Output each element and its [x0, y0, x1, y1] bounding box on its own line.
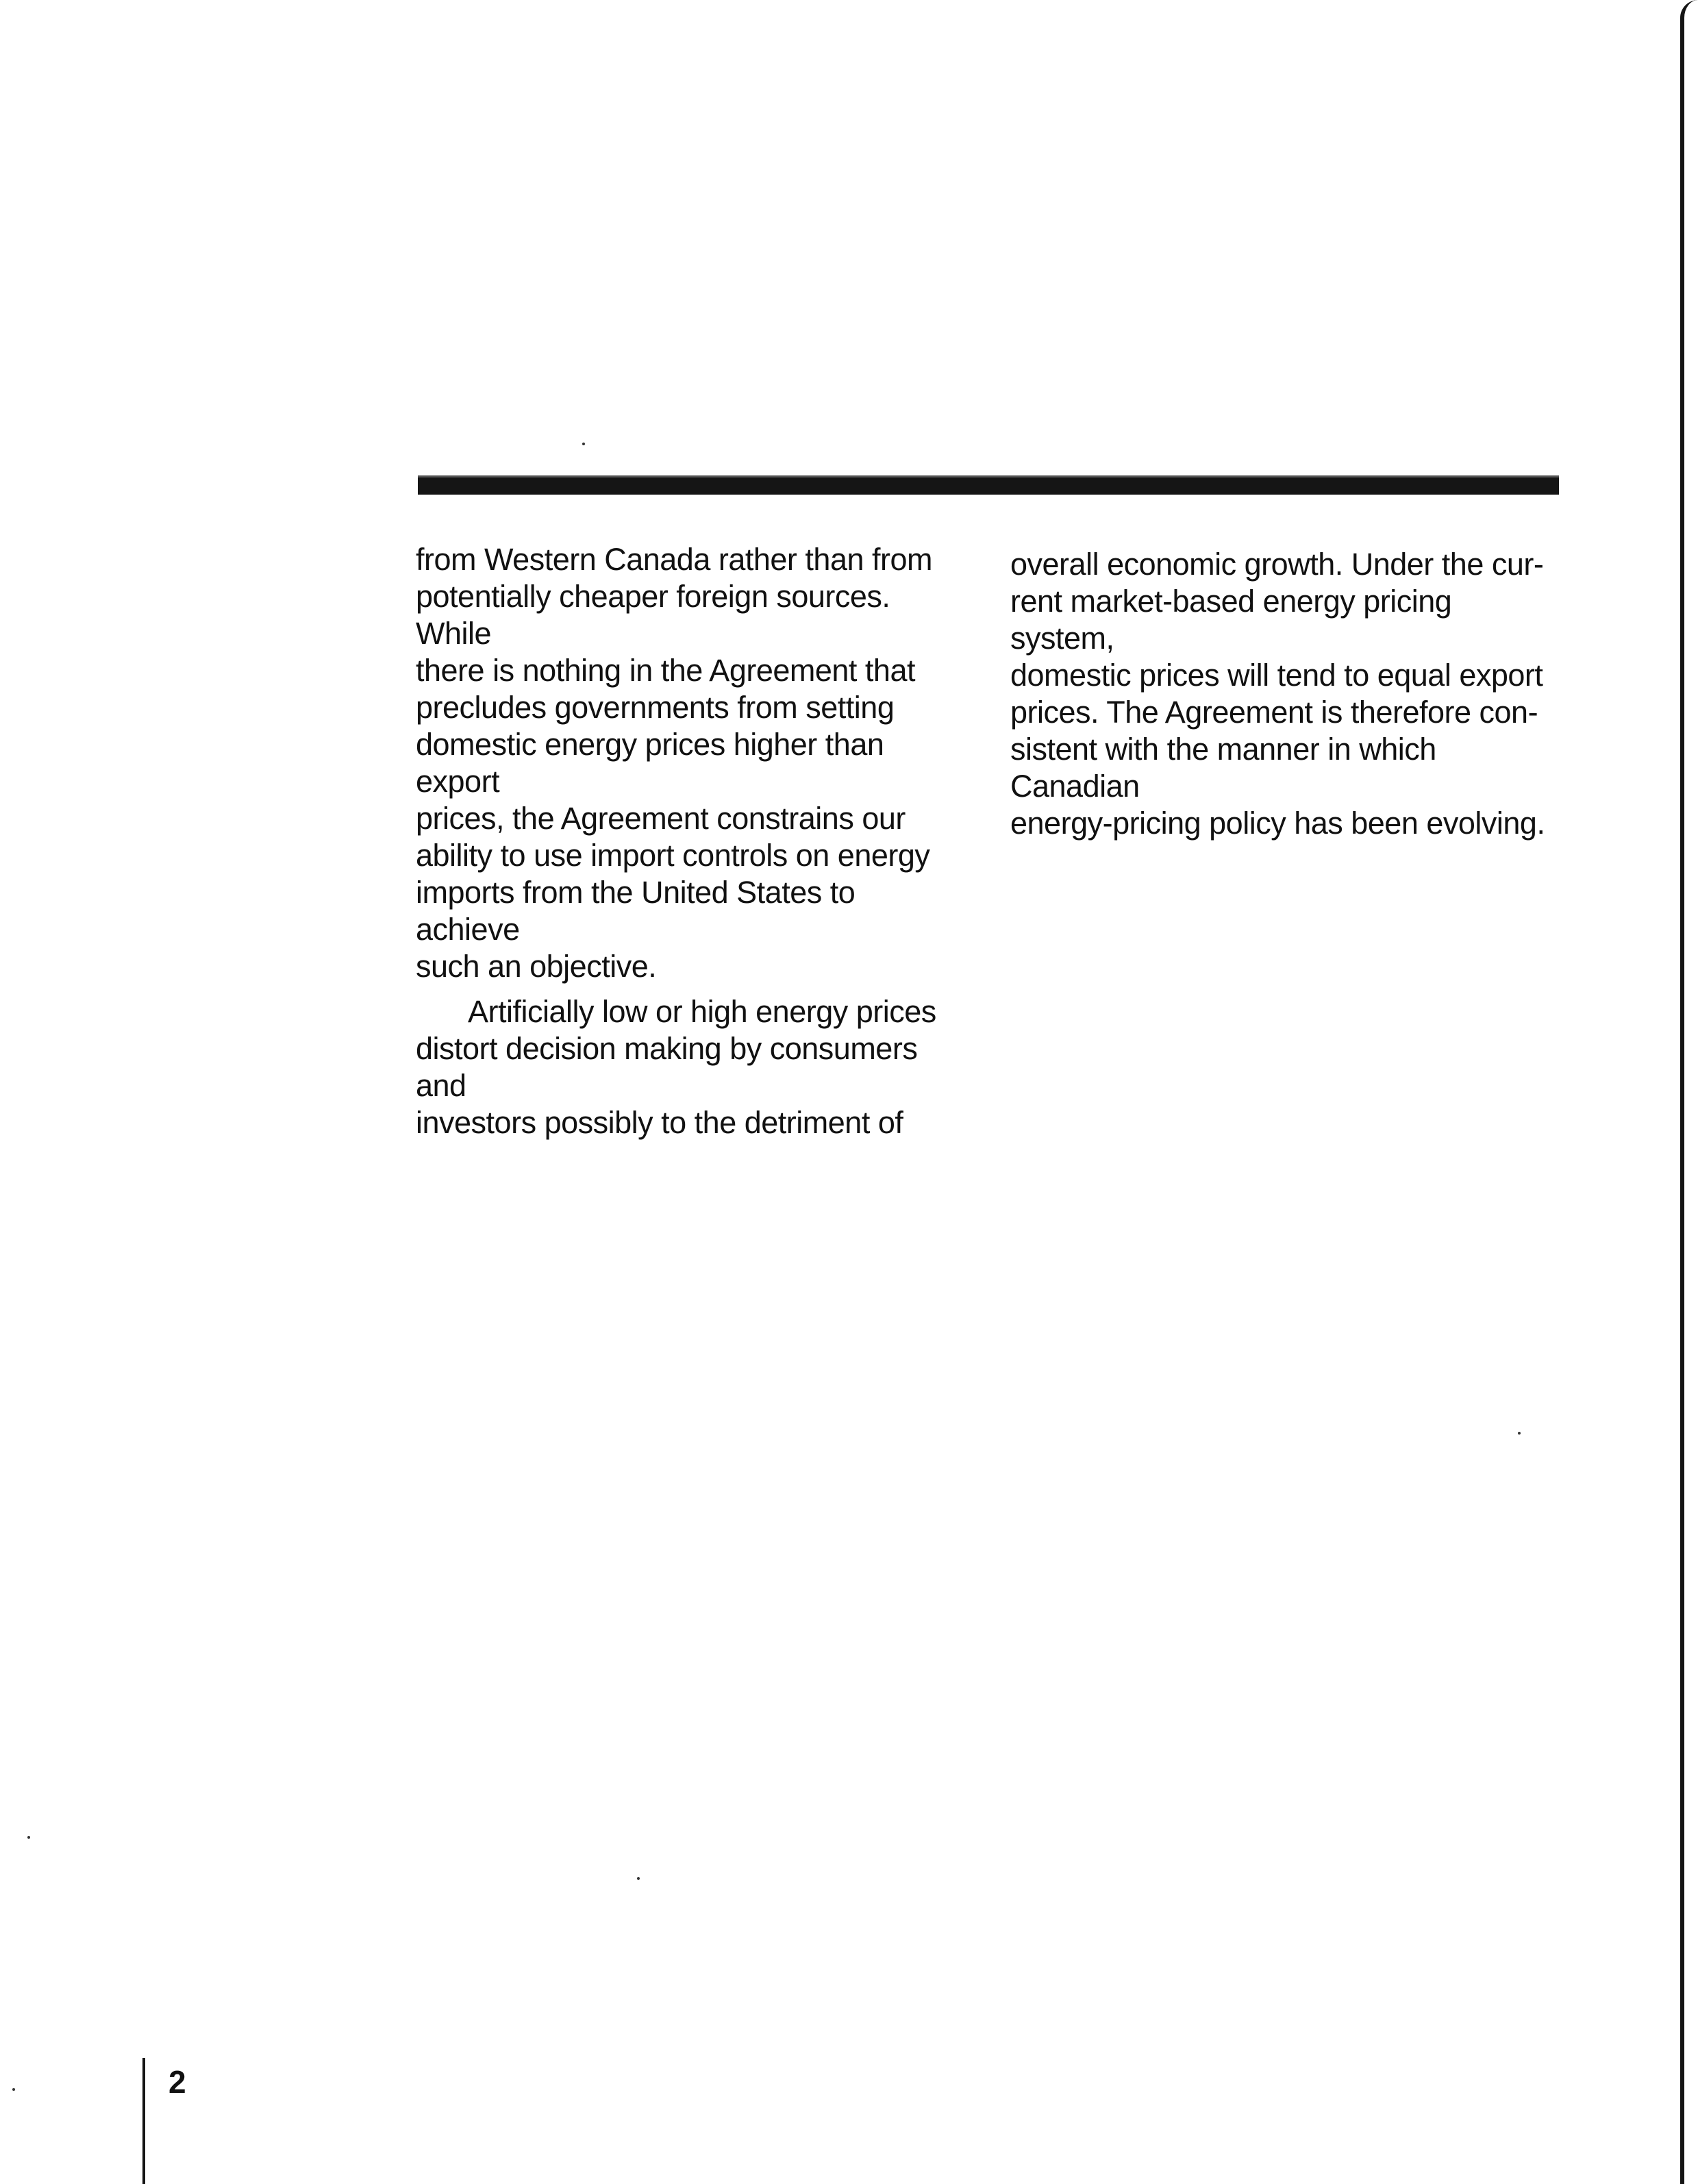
- page-number-bar: [142, 2058, 145, 2184]
- left-column: [416, 541, 964, 1150]
- scan-speck: [637, 1877, 640, 1880]
- paragraph: overall economic growth. Under the cur- rent market-based energy pricing system, domestic prices will tend to equal export prices. The Agreement is therefore con- sistent with the manner in which Canadian energy-pricing policy has been evolving.: [1010, 547, 1545, 841]
- section-rule: [418, 475, 1559, 495]
- paragraph: Artificially low or high energy prices distort decision making by consumers and investors possibly to the detriment of: [416, 994, 936, 1140]
- page-edge-border: [1680, 0, 1698, 2184]
- scan-speck: [582, 443, 585, 445]
- scan-speck: [27, 1836, 30, 1839]
- right-column: [1010, 546, 1558, 850]
- paragraph: from Western Canada rather than from potentially cheaper foreign sources. While there is nothing in the Agreement that precludes governments from setting domestic energy prices higher than export prices, the Agreement constrains our ability to use import controls on energy imports from the United States to achieve such an objective.: [416, 542, 933, 984]
- scan-speck: [1518, 1432, 1521, 1435]
- scan-speck: [12, 2088, 15, 2091]
- page-number: 2: [168, 2064, 186, 2100]
